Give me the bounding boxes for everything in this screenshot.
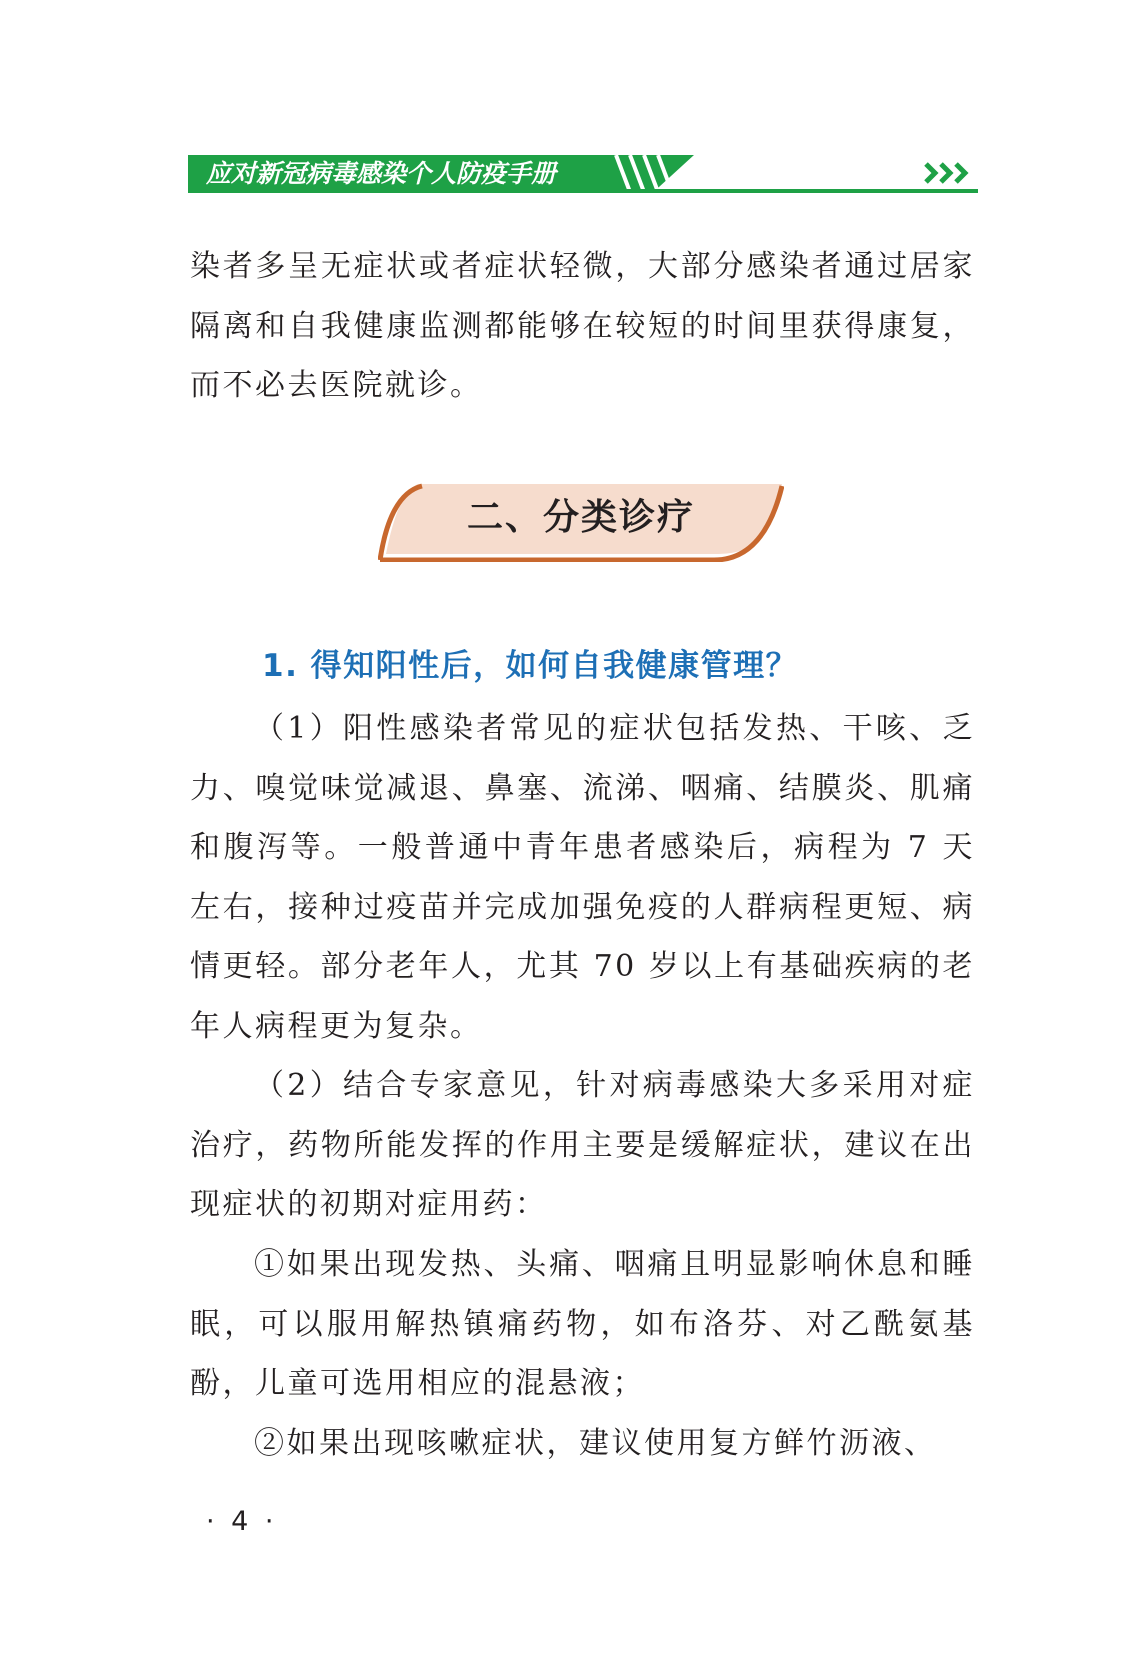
question-heading: 1. 得知阳性后，如何自我健康管理？ bbox=[262, 648, 799, 684]
body-paragraph-3: ①如果出现发热、头痛、咽痛且明显影响休息和睡眠，可以服用解热镇痛药物，如布洛芬、对乙酰氨基酚，儿童可选用相应的混悬液； bbox=[190, 1247, 975, 1401]
page-number: · 4 · bbox=[206, 1506, 278, 1537]
chevrons-right-icon bbox=[922, 161, 972, 185]
section-banner bbox=[378, 482, 784, 562]
header-slashes-decoration bbox=[608, 155, 678, 192]
running-header bbox=[188, 155, 978, 195]
intro-paragraph: 染者多呈无症状或者症状轻微，大部分感染者通过居家隔离和自我健康监测都能够在较短的时间里获得康复，而不必去医院就诊。 bbox=[190, 249, 975, 403]
header-rule bbox=[188, 189, 978, 193]
body-paragraph-1: （1）阳性感染者常见的症状包括发热、干咳、乏力、嗅觉味觉减退、鼻塞、流涕、咽痛、结膜炎、肌痛和腹泻等。一般普通中青年患者感染后，病程为 7 天左右，接种过疫苗并完成加强免疫的人群病程更短、病情更轻。部分老年人，尤其 70 岁以上有基础疾病的老年人病程更为复杂。 bbox=[190, 711, 975, 1044]
body-paragraph-2: （2）结合专家意见，针对病毒感染大多采用对症治疗，药物所能发挥的作用主要是缓解症状，建议在出现症状的初期对症用药： bbox=[190, 1068, 975, 1222]
section-title: 二、分类诊疗 bbox=[466, 497, 695, 538]
header-title: 应对新冠病毒感染个人防疫手册 bbox=[206, 159, 557, 188]
body-paragraph-4: ②如果出现咳嗽症状，建议使用复方鲜竹沥液、 bbox=[254, 1426, 937, 1461]
